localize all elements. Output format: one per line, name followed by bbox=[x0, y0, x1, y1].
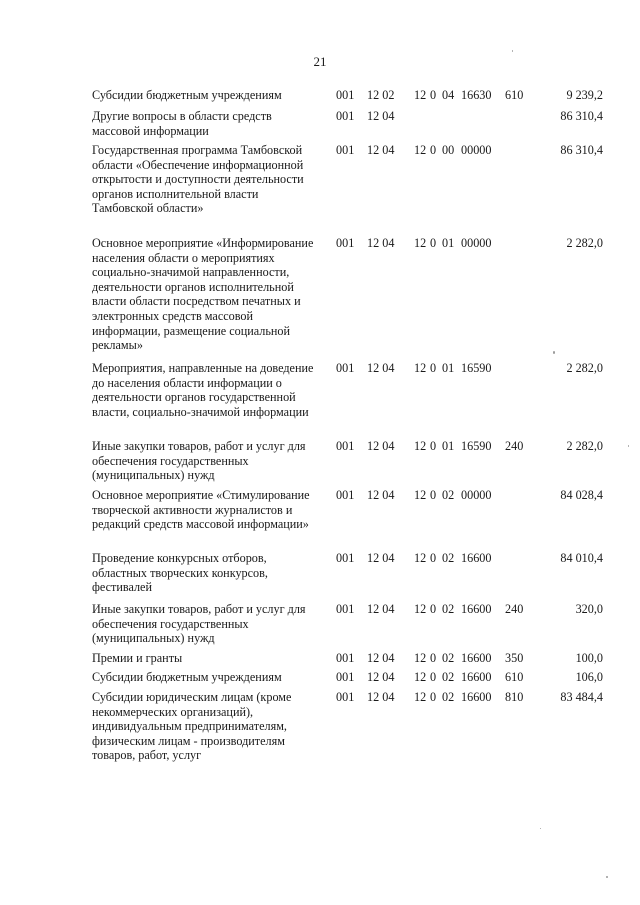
budget-table bbox=[0, 88, 640, 770]
main-activity-code: 04 bbox=[442, 88, 455, 102]
row-name: Государственная программа Тамбовской области «Обеспечение информационной открытости и доступности деятельности органов исполнительной власти Тамбовской области» bbox=[92, 143, 304, 216]
program-code: 12 bbox=[414, 361, 427, 375]
table-row bbox=[0, 439, 640, 488]
direction-code: 00000 bbox=[461, 143, 492, 157]
amount: 2 282,0 bbox=[566, 439, 603, 453]
row-name: Другие вопросы в области средств массовой информации bbox=[92, 109, 272, 138]
admin-code: 001 bbox=[336, 236, 355, 250]
section-code: 12 04 bbox=[367, 690, 395, 704]
section-code: 12 04 bbox=[367, 361, 395, 375]
subprogram-code: 0 bbox=[430, 143, 437, 157]
admin-code: 001 bbox=[336, 551, 355, 565]
admin-code: 001 bbox=[336, 109, 355, 123]
amount: 100,0 bbox=[575, 651, 603, 665]
subprogram-code: 0 bbox=[430, 488, 437, 502]
table-row bbox=[0, 651, 640, 670]
row-name: Мероприятия, направленные на доведение до населения области информации о деятельности органов государственной власти, социально-значимой информации bbox=[92, 361, 314, 419]
program-code: 12 bbox=[414, 439, 427, 453]
table-row bbox=[0, 551, 640, 602]
direction-code: 16600 bbox=[461, 602, 492, 616]
program-code: 12 bbox=[414, 488, 427, 502]
subprogram-code: 0 bbox=[430, 439, 437, 453]
direction-code: 16600 bbox=[461, 690, 492, 704]
amount: 86 310,4 bbox=[560, 143, 603, 157]
scan-speck bbox=[553, 351, 555, 354]
admin-code: 001 bbox=[336, 488, 355, 502]
row-name: Субсидии юридическим лицам (кроме некоммерческих организаций), индивидуальным предпринимателям, физическим лицам - производителям товаров, работ, услуг bbox=[92, 690, 292, 763]
table-row bbox=[0, 361, 640, 439]
program-code: 12 bbox=[414, 690, 427, 704]
row-name: Иные закупки товаров, работ и услуг для обеспечения государственных (муниципальных) нужд bbox=[92, 439, 306, 483]
subprogram-code: 0 bbox=[430, 690, 437, 704]
direction-code: 16630 bbox=[461, 88, 492, 102]
program-code: 12 bbox=[414, 670, 427, 684]
main-activity-code: 01 bbox=[442, 361, 455, 375]
amount: 2 282,0 bbox=[566, 361, 603, 375]
main-activity-code: 02 bbox=[442, 602, 455, 616]
section-code: 12 04 bbox=[367, 551, 395, 565]
main-activity-code: 02 bbox=[442, 651, 455, 665]
program-code: 12 bbox=[414, 551, 427, 565]
table-row bbox=[0, 236, 640, 361]
amount: 84 028,4 bbox=[560, 488, 603, 502]
row-name: Основное мероприятие «Информирование населения области о мероприятиях социально-значимой направленности, деятельности органов исполнительной власти области посредством печатных и электронных средств массовой информации, размещение социальной рекламы» bbox=[92, 236, 314, 353]
program-code: 12 bbox=[414, 143, 427, 157]
expense-type-code: 350 bbox=[505, 651, 524, 665]
subprogram-code: 0 bbox=[430, 670, 437, 684]
subprogram-code: 0 bbox=[430, 651, 437, 665]
table-row bbox=[0, 602, 640, 651]
admin-code: 001 bbox=[336, 651, 355, 665]
main-activity-code: 02 bbox=[442, 488, 455, 502]
section-code: 12 02 bbox=[367, 88, 395, 102]
amount: 320,0 bbox=[575, 602, 603, 616]
table-row bbox=[0, 88, 640, 109]
admin-code: 001 bbox=[336, 670, 355, 684]
amount: 84 010,4 bbox=[560, 551, 603, 565]
section-code: 12 04 bbox=[367, 236, 395, 250]
scan-speck bbox=[606, 876, 608, 878]
section-code: 12 04 bbox=[367, 439, 395, 453]
expense-type-code: 240 bbox=[505, 439, 524, 453]
section-code: 12 04 bbox=[367, 651, 395, 665]
subprogram-code: 0 bbox=[430, 361, 437, 375]
expense-type-code: 610 bbox=[505, 670, 524, 684]
admin-code: 001 bbox=[336, 439, 355, 453]
main-activity-code: 02 bbox=[442, 690, 455, 704]
subprogram-code: 0 bbox=[430, 551, 437, 565]
amount: 106,0 bbox=[575, 670, 603, 684]
table-row bbox=[0, 690, 640, 770]
main-activity-code: 02 bbox=[442, 551, 455, 565]
section-code: 12 04 bbox=[367, 488, 395, 502]
row-name: Основное мероприятие «Стимулирование творческой активности журналистов и редакций средств массовой информации» bbox=[92, 488, 310, 532]
row-name: Иные закупки товаров, работ и услуг для обеспечения государственных (муниципальных) нужд bbox=[92, 602, 306, 646]
direction-code: 16590 bbox=[461, 361, 492, 375]
main-activity-code: 02 bbox=[442, 670, 455, 684]
subprogram-code: 0 bbox=[430, 602, 437, 616]
program-code: 12 bbox=[414, 651, 427, 665]
section-code: 12 04 bbox=[367, 143, 395, 157]
table-row bbox=[0, 488, 640, 551]
scan-speck bbox=[540, 828, 541, 829]
expense-type-code: 810 bbox=[505, 690, 524, 704]
amount: 83 484,4 bbox=[560, 690, 603, 704]
direction-code: 16600 bbox=[461, 670, 492, 684]
direction-code: 00000 bbox=[461, 236, 492, 250]
main-activity-code: 01 bbox=[442, 439, 455, 453]
main-activity-code: 00 bbox=[442, 143, 455, 157]
direction-code: 16590 bbox=[461, 439, 492, 453]
admin-code: 001 bbox=[336, 602, 355, 616]
row-name: Субсидии бюджетным учреждениям bbox=[92, 88, 282, 102]
table-row bbox=[0, 143, 640, 236]
table-row bbox=[0, 109, 640, 143]
page-number: 21 bbox=[313, 54, 327, 69]
table-row bbox=[0, 670, 640, 690]
amount: 2 282,0 bbox=[566, 236, 603, 250]
expense-type-code: 240 bbox=[505, 602, 524, 616]
section-code: 12 04 bbox=[367, 109, 395, 123]
direction-code: 16600 bbox=[461, 551, 492, 565]
subprogram-code: 0 bbox=[430, 88, 437, 102]
row-name: Премии и гранты bbox=[92, 651, 183, 665]
amount: 9 239,2 bbox=[566, 88, 603, 102]
admin-code: 001 bbox=[336, 143, 355, 157]
amount: 86 310,4 bbox=[560, 109, 603, 123]
scan-speck bbox=[512, 50, 513, 52]
scan-speck bbox=[628, 445, 629, 447]
subprogram-code: 0 bbox=[430, 236, 437, 250]
admin-code: 001 bbox=[336, 361, 355, 375]
row-name: Проведение конкурсных отборов, областных творческих конкурсов, фестивалей bbox=[92, 551, 268, 595]
admin-code: 001 bbox=[336, 690, 355, 704]
program-code: 12 bbox=[414, 88, 427, 102]
admin-code: 001 bbox=[336, 88, 355, 102]
section-code: 12 04 bbox=[367, 602, 395, 616]
program-code: 12 bbox=[414, 236, 427, 250]
program-code: 12 bbox=[414, 602, 427, 616]
direction-code: 16600 bbox=[461, 651, 492, 665]
expense-type-code: 610 bbox=[505, 88, 524, 102]
section-code: 12 04 bbox=[367, 670, 395, 684]
direction-code: 00000 bbox=[461, 488, 492, 502]
main-activity-code: 01 bbox=[442, 236, 455, 250]
row-name: Субсидии бюджетным учреждениям bbox=[92, 670, 282, 684]
